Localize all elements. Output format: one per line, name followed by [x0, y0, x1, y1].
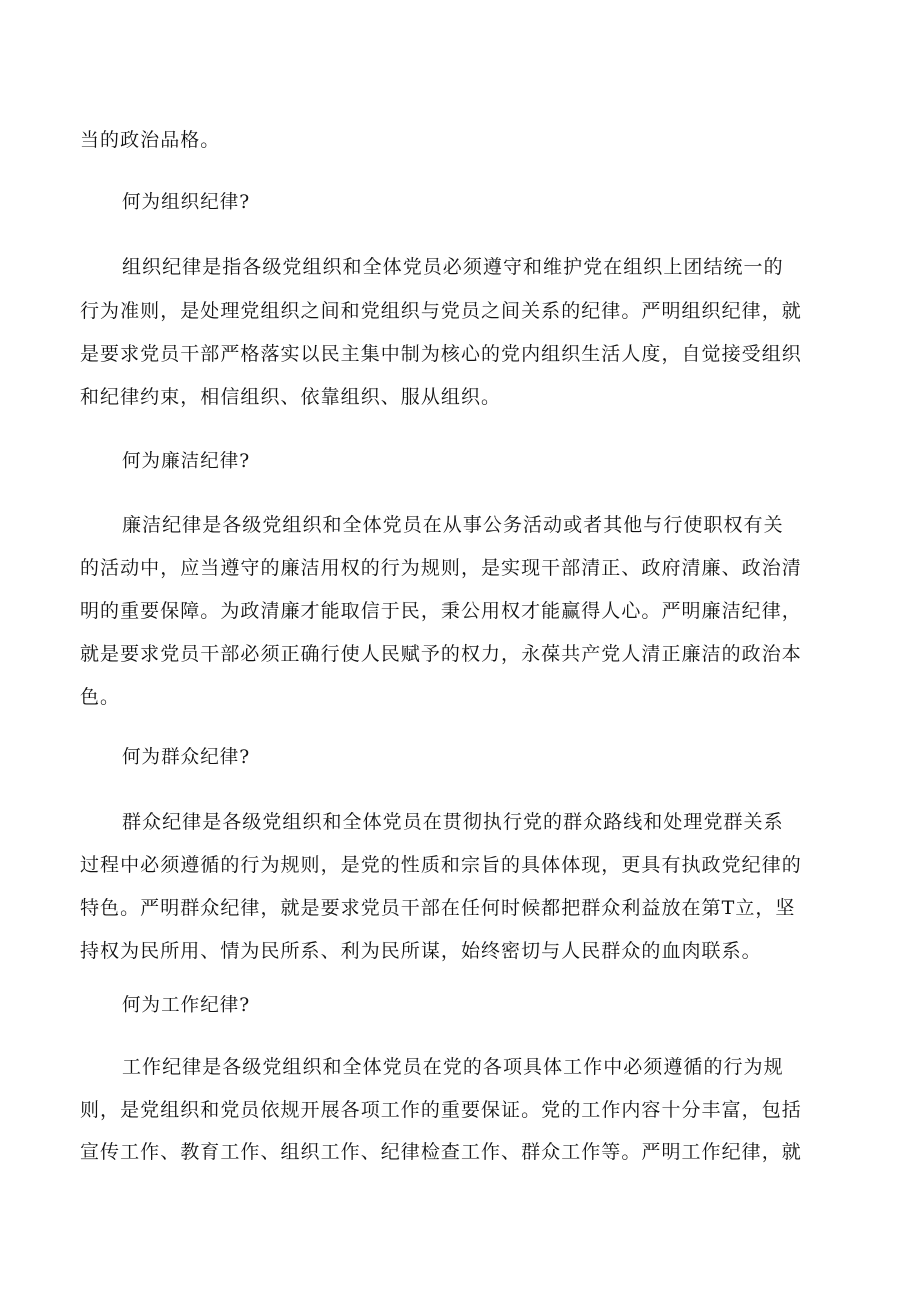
- body-text-line: 持权为民所用、情为民所系、利为民所谋，始终密切与人民群众的血肉联系。: [80, 940, 762, 962]
- body-text-line: 色。: [80, 686, 121, 708]
- body-text-line: 工作纪律是各级党组织和全体党员在党的各项具体工作中必须遵循的行为规: [122, 1056, 784, 1078]
- body-text-line: 群众纪律是各级党组织和全体党员在贯彻执行党的群众路线和处理党群关系: [122, 811, 784, 833]
- body-text-line: 特色。严明群众纪律，就是要求党员干部在任何时候都把群众利益放在第T立，坚: [80, 897, 796, 919]
- body-text-line: 组织纪律是指各级党组织和全体党员必须遵守和维护党在组织上团结统一的: [122, 256, 784, 278]
- body-text-line: 的活动中，应当遵守的廉洁用权的行为规则，是实现干部清正、政府清廉、政治清: [80, 557, 802, 579]
- section-heading-masses: 何为群众纪律?: [122, 747, 251, 768]
- body-text-line: 廉洁纪律是各级党组织和全体党员在从事公务活动或者其他与行使职权有关: [122, 514, 784, 536]
- body-text-line: 是要求党员干部严格落实以民主集中制为核心的党内组织生活人度，自觉接受组织: [80, 343, 802, 365]
- body-text-line: 过程中必须遵循的行为规则，是党的性质和宗旨的具体体现，更具有执政党纪律的: [80, 854, 802, 876]
- body-text-line: 宣传工作、教育工作、组织工作、纪律检查工作、群众工作等。严明工作纪律，就: [80, 1141, 802, 1163]
- body-text-line: 行为准则，是处理党组织之间和党组织与党员之间关系的纪律。严明组织纪律，就: [80, 300, 802, 322]
- section-heading-work: 何为工作纪律?: [122, 995, 251, 1016]
- body-text-line: 明的重要保障。为政清廉才能取信于民，秉公用权才能赢得人心。严明廉洁纪律，: [80, 600, 802, 622]
- body-text-line: 则，是党组织和党员依规开展各项工作的重要保证。党的工作内容十分丰富，包括: [80, 1099, 802, 1121]
- body-text-line: 当的政治品格。: [80, 129, 221, 151]
- section-heading-integrity: 何为廉洁纪律?: [122, 451, 251, 472]
- body-text-line: 和纪律约束，相信组织、依靠组织、服从组织。: [80, 386, 502, 408]
- body-text-line: 就是要求党员干部必须正确行使人民赋予的权力，永葆共产党人清正廉洁的政治本: [80, 643, 802, 665]
- section-heading-organization: 何为组织纪律?: [122, 192, 251, 213]
